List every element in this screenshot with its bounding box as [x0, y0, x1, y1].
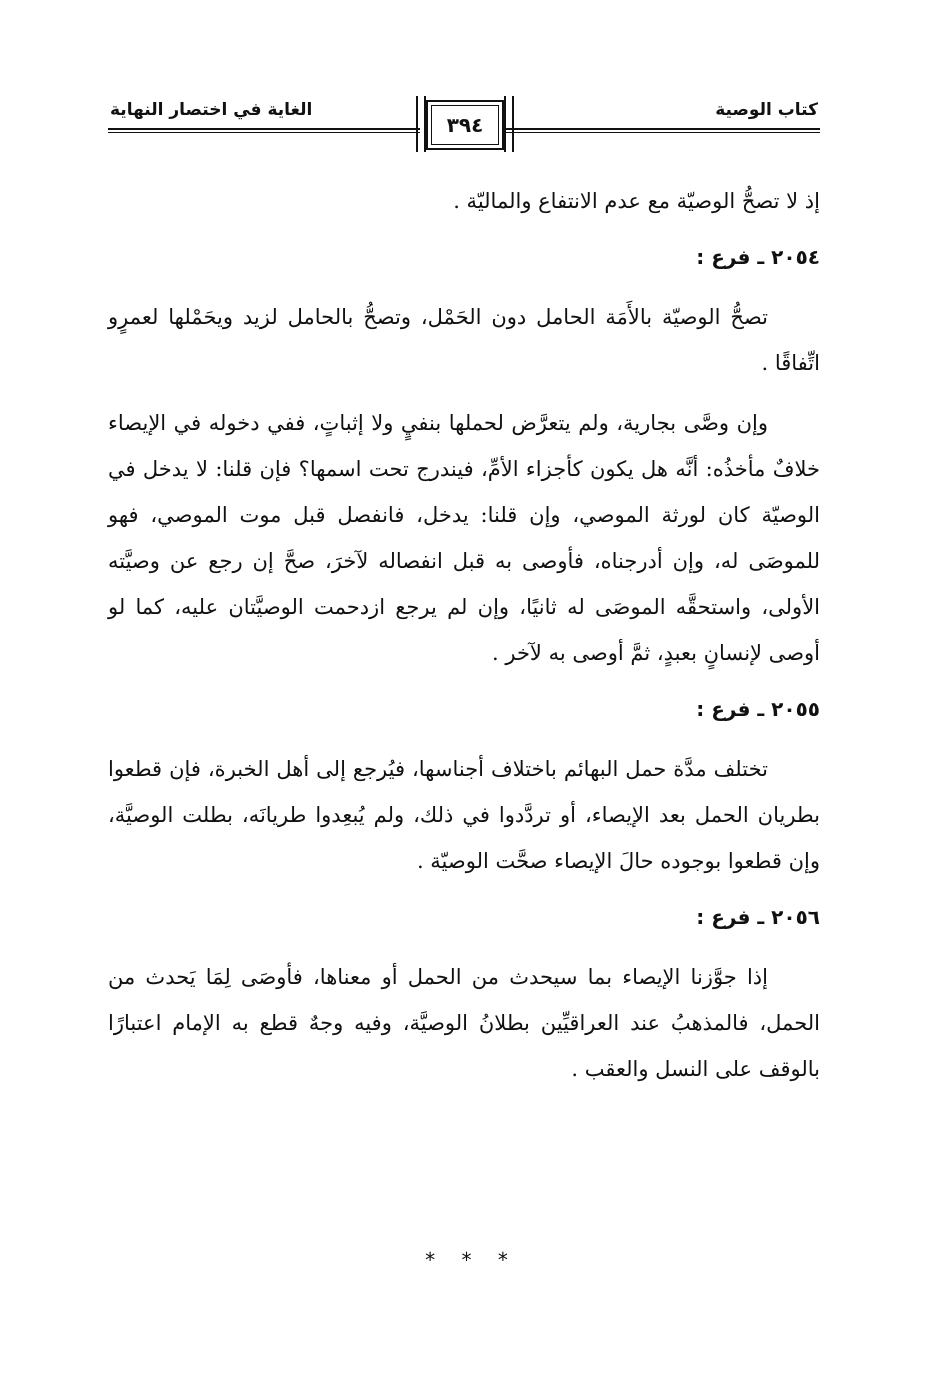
running-header: [108, 96, 820, 156]
header-rule-right: [504, 128, 820, 133]
book-title: الغاية في اختصار النهاية: [110, 100, 313, 120]
paragraph: وإن وصَّى بجارية، ولم يتعرَّض لحملها بنفيٍ ولا إثباتٍ، ففي دخوله في الإيصاء خلافٌ مأخذُه: أنَّه هل يكون كأجزاء الأمِّ، فيندرج تحت اسمها؟ فإن قلنا: لا يدخل في الوصيّة كان لورثة الموصي، وإن قلنا: يدخل، فانفصل قبل موت الموصي، فهو للموصَى له، وإن أدرجناه، فأوصى به قبل انفصاله لآخرَ، صحَّ إن رجع عن وصيَّته الأولى، واستحقَّه الموصَى له ثانيًا، وإن لم يرجع ازدحمت الوصيَّتان عليه، كما لو أوصى لإنسانٍ بعبدٍ، ثمَّ أوصى به لآخر .: [108, 411, 820, 665]
page-number-frame: [426, 100, 504, 150]
paragraph: إذا جوَّزنا الإيصاء بما سيحدث من الحمل أو معناها، فأوصَى لِمَا يَحدث من الحمل، فالمذهبُ عند العراقيِّين بطلانُ الوصيَّة، وفيه وجهٌ قطع به الإمام اعتبارًا بالوقف على النسل والعقب .: [108, 965, 820, 1081]
paragraph: تختلف مدَّة حمل البهائم باختلاف أجناسها، فيُرجع إلى أهل الخبرة، فإن قطعوا بطريان الحمل بعد الإيصاء، أو تردَّدوا في ذلك، ولم يُبعِدوا طريانَه، بطلت الوصيَّة، وإن قطعوا بوجوده حالَ الإيصاء صحَّت الوصيّة .: [108, 757, 820, 873]
section-end-ornament: * * *: [425, 1248, 518, 1272]
paragraph: تصحُّ الوصيّة بالأَمَة الحامل دون الحَمْل، وتصحُّ بالحامل لزيد ويحَمْلها لعمرٍو اتِّفاقًا .: [108, 305, 820, 375]
header-rule-left: [108, 128, 420, 133]
branch-heading-2056: ٢٠٥٦ ـ فرع :: [696, 905, 820, 929]
branch-heading-2055: ٢٠٥٥ ـ فرع :: [696, 697, 820, 721]
branch-heading-2054: ٢٠٥٤ ـ فرع :: [696, 245, 820, 269]
page-number: ٣٩٤: [446, 113, 484, 137]
book-section-title: كتاب الوصية: [715, 100, 818, 120]
page-body: [108, 178, 820, 1092]
opening-line: إذ لا تصحُّ الوصيّة مع عدم الانتفاع والماليّة .: [453, 189, 820, 213]
